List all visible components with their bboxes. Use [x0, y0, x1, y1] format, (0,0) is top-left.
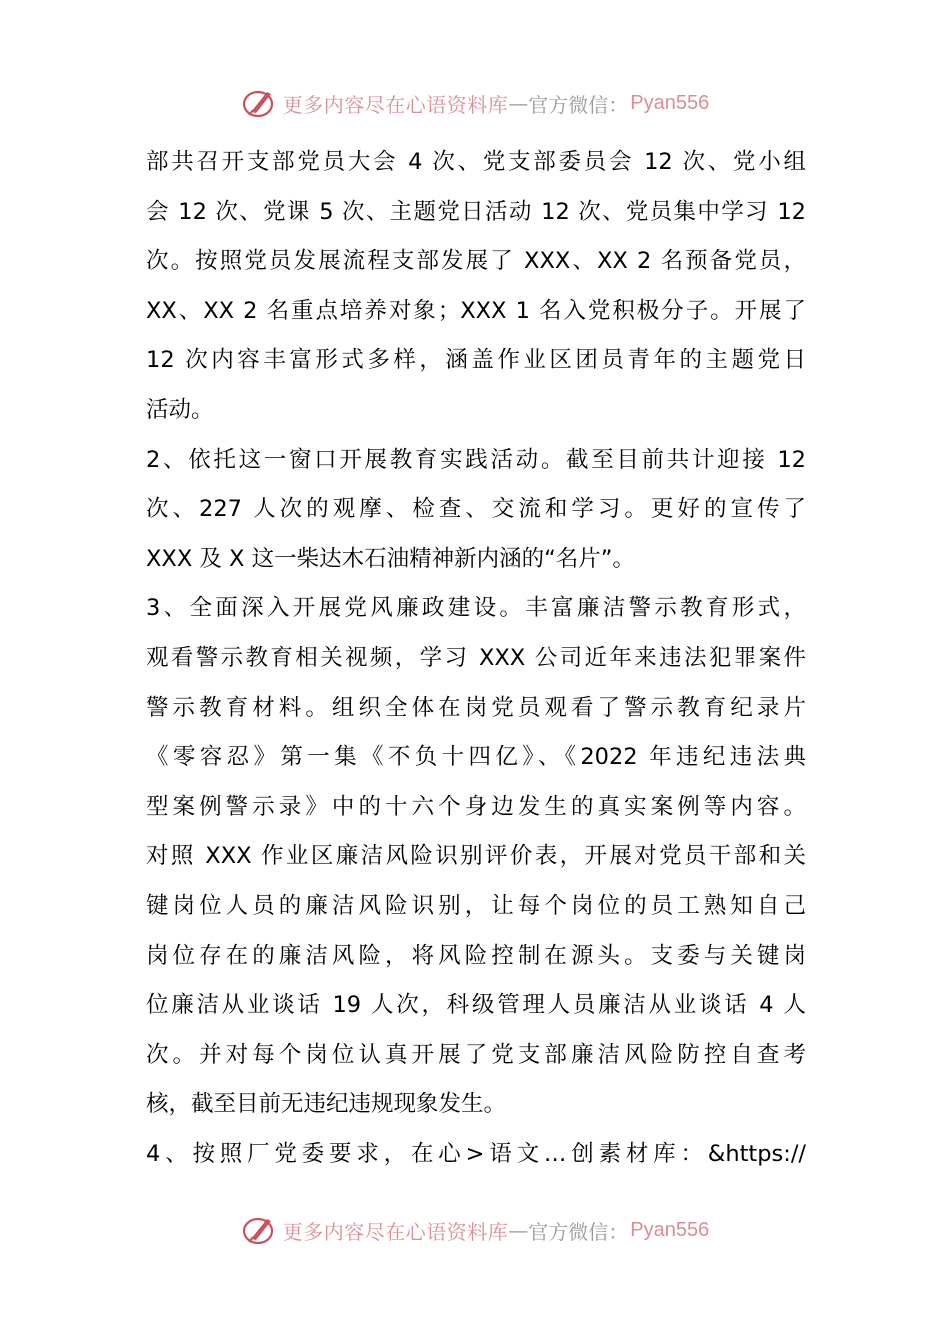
watermark-wechat-label: 官方微信：: [528, 92, 629, 117]
text-line: 核，截至目前无违纪违规现象发生。: [146, 1091, 507, 1118]
watermark-dash: —: [508, 91, 529, 115]
text-line: 次。按照党员发展流程支部发展了 XXX、XX 2 名预备党员，: [146, 248, 806, 275]
watermark-site-name: 更多内容尽在心语资料库: [282, 92, 509, 117]
watermark-account: Pyan556: [630, 91, 710, 114]
text-line: 《零容忍》第一集《不负十四亿》、《2022 年违纪违法典: [146, 744, 806, 771]
text-line: 4、按照厂党委要求，在心>语文…创素材库：&https://: [146, 1141, 806, 1167]
watermark-site-name: 更多内容尽在心语资料库: [282, 1219, 509, 1244]
watermark-dash: —: [508, 1218, 529, 1242]
text-line: 2、依托这一窗口开展教育实践活动。截至目前共计迎接 12: [146, 446, 806, 473]
text-line: 警示教育材料。组织全体在岗党员观看了警示教育纪录片: [146, 694, 806, 721]
text-line: 活动。: [146, 397, 214, 423]
text-line: 型案例警示录》中的十六个身边发生的真实案例等内容。: [146, 793, 806, 820]
footer-watermark: [0, 1210, 950, 1250]
watermark-wechat-label: 官方微信：: [528, 1219, 629, 1244]
text-line: XX、XX 2 名重点培养对象；XXX 1 名入党积极分子。开展了: [146, 297, 806, 324]
text-line: 次、227 人次的观摩、检查、交流和学习。更好的宣传了: [146, 496, 806, 523]
text-line: 部共召开支部党员大会 4 次、党支部委员会 12 次、党小组: [146, 149, 806, 175]
text-line: 观看警示教育相关视频，学习 XXX 公司近年来违法犯罪案件: [146, 645, 806, 671]
text-line: 12 次内容丰富形式多样，涵盖作业区团员青年的主题党日: [146, 347, 806, 374]
header-watermark: [0, 83, 950, 123]
text-line: 键岗位人员的廉洁风险识别，让每个岗位的员工熟知自己: [146, 893, 806, 919]
text-line: 位廉洁从业谈话 19 人次，科级管理人员廉洁从业谈话 4 人: [146, 992, 806, 1019]
text-line: XXX 及 X 这一柴达木石油精神新内涵的“名片”。: [146, 545, 635, 572]
text-line: 3、全面深入开展党风廉政建设。丰富廉洁警示教育形式，: [146, 595, 806, 622]
watermark-account: Pyan556: [630, 1218, 710, 1241]
quill-logo-icon: [241, 1213, 279, 1247]
text-line: 次。并对每个岗位认真开展了党支部廉洁风险防控自查考: [146, 1041, 806, 1068]
quill-logo-icon: [241, 86, 279, 120]
text-line: 会 12 次、党课 5 次、主题党日活动 12 次、党员集中学习 12: [146, 198, 806, 225]
text-line: 对照 XXX 作业区廉洁风险识别评价表，开展对党员干部和关: [146, 843, 806, 870]
text-line: 岗位存在的廉洁风险，将风险控制在源头。支委与关键岗: [146, 942, 806, 969]
